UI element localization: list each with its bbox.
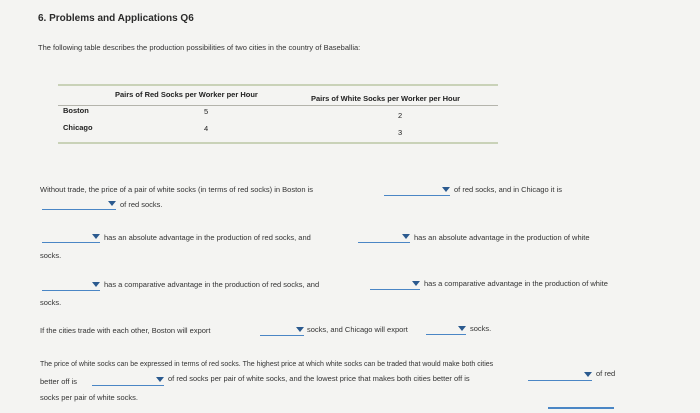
row-city-boston: Boston: [63, 106, 89, 115]
q3-text-tail: socks.: [40, 298, 62, 307]
q1-text-part1: Without trade, the price of a pair of white socks (in terms of red socks) in Boston is: [40, 185, 314, 194]
chevron-down-icon: [156, 377, 164, 382]
dropdown-boston-price[interactable]: [384, 186, 450, 196]
q1-text-part2: of red socks, and in Chicago it is: [454, 185, 562, 194]
problem-title: 6. Problems and Applications Q6: [38, 13, 194, 24]
chevron-down-icon: [92, 282, 100, 287]
dropdown-chicago-export[interactable]: [426, 325, 466, 335]
dropdown-lowest-price[interactable]: [528, 371, 592, 381]
dropdown-absolute-white[interactable]: [358, 233, 410, 243]
table-header-rule: [58, 105, 498, 106]
q5-text-line3: socks per pair of white socks.: [40, 393, 138, 402]
q5-text-line2b: of red socks per pair of white socks, and the lowest price that makes both cities better off is: [168, 374, 470, 383]
q2-text-tail: socks.: [40, 251, 62, 260]
table-top-rule: [58, 84, 498, 86]
q3-text-part2: has a comparative advantage in the production of white: [424, 279, 608, 288]
q4-text-part3: socks.: [470, 324, 492, 333]
header-white-socks: Pairs of White Socks per Worker per Hour: [311, 94, 461, 103]
cell-boston-red: 5: [204, 107, 209, 116]
chevron-down-icon: [412, 281, 420, 286]
chevron-down-icon: [402, 234, 410, 239]
q3-text-part1: has a comparative advantage in the production of red socks, and: [104, 280, 320, 289]
intro-text: The following table describes the production possibilities of two cities in the country of Baseballia:: [38, 43, 361, 52]
dropdown-chicago-price[interactable]: [42, 200, 116, 210]
dropdown-highest-price[interactable]: [92, 376, 164, 386]
header-red-socks: Pairs of Red Socks per Worker per Hour: [115, 90, 258, 99]
q4-text-part1: If the cities trade with each other, Boston will export: [40, 326, 211, 335]
q1-text-part3: of red socks.: [120, 200, 163, 209]
chevron-down-icon: [584, 372, 592, 377]
cell-boston-white: 2: [398, 111, 403, 120]
q5-text-line2c: of red: [596, 369, 616, 378]
dropdown-comparative-white[interactable]: [370, 280, 420, 290]
dropdown-boston-export[interactable]: [260, 326, 304, 336]
dropdown-comparative-red[interactable]: [42, 281, 100, 291]
q4-text-part2: socks, and Chicago will export: [307, 325, 408, 334]
q5-text-line1: The price of white socks can be expressed in terms of red socks. The highest price at which white socks can be traded that would make both cities: [40, 361, 494, 368]
cell-chicago-white: 3: [398, 128, 403, 137]
footer-accent-bar: [548, 407, 614, 409]
q2-text-part2: has an absolute advantage in the production of white: [414, 233, 590, 242]
table-bottom-rule: [58, 142, 498, 144]
dropdown-absolute-red[interactable]: [42, 233, 100, 243]
chevron-down-icon: [108, 201, 116, 206]
q5-text-line2a: better off is: [40, 377, 77, 386]
q2-text-part1: has an absolute advantage in the production of red socks, and: [104, 233, 311, 242]
chevron-down-icon: [296, 327, 304, 332]
cell-chicago-red: 4: [204, 124, 209, 133]
chevron-down-icon: [458, 326, 466, 331]
row-city-chicago: Chicago: [63, 123, 93, 132]
chevron-down-icon: [442, 187, 450, 192]
chevron-down-icon: [92, 234, 100, 239]
